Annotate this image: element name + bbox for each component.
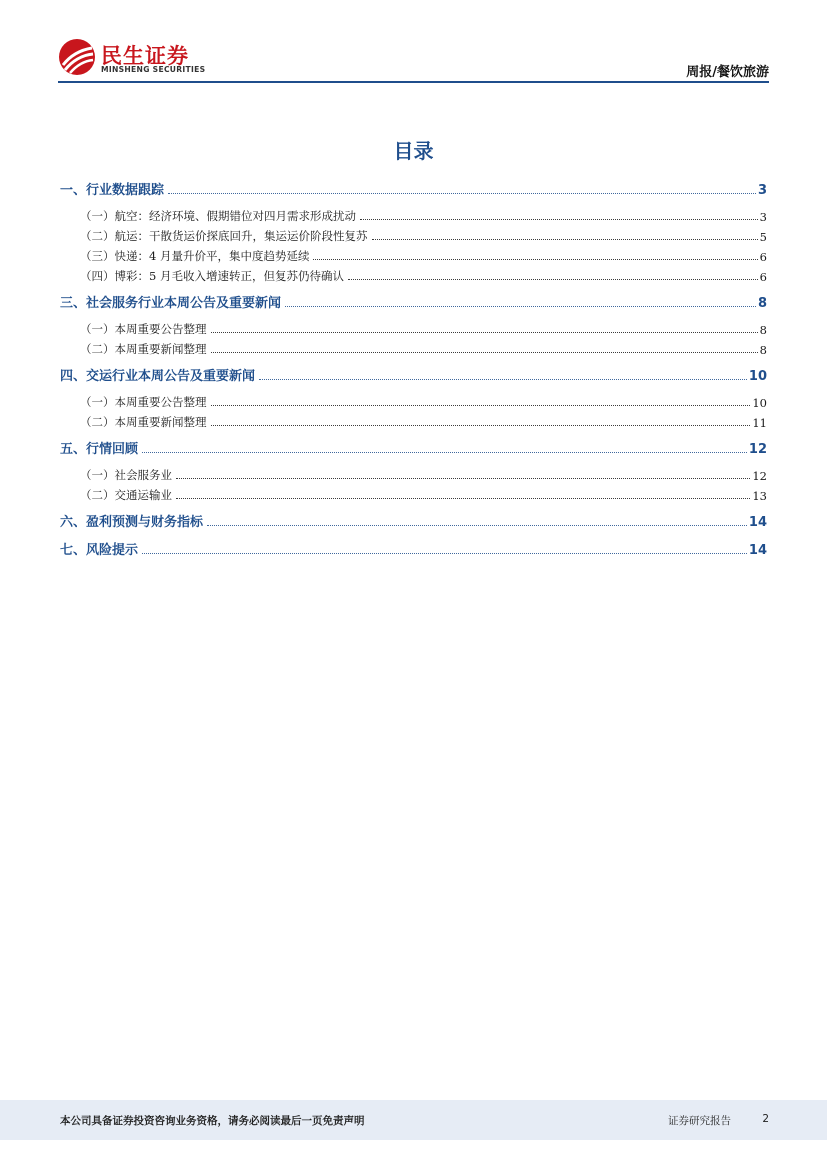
toc-entry-page: 10: [748, 369, 767, 384]
page-number: 2: [762, 1113, 769, 1125]
logo-english-text: MINSHENG SECURITIES: [101, 65, 206, 74]
toc-entry-label: 七、风险提示: [60, 543, 139, 558]
logo-chinese-text: 民生证券: [101, 44, 189, 68]
toc-heading: 目录: [393, 139, 434, 163]
toc-entry-label: 六、盈利预测与财务指标: [60, 515, 204, 530]
dot-leader: [211, 351, 758, 353]
toc-section-entry[interactable]: [60, 362, 767, 384]
toc-entry-label: （一）社会服务业: [80, 468, 172, 482]
toc-entry-page: 11: [752, 416, 767, 430]
toc-entry-page: 13: [752, 489, 767, 503]
toc-entry-page: 5: [759, 230, 767, 244]
toc-entry-page: 3: [757, 183, 767, 198]
toc-subsection-entry[interactable]: [60, 242, 767, 264]
dot-leader: [372, 238, 758, 240]
toc-subsection-entry[interactable]: [60, 315, 767, 337]
toc-entry-page: 10: [752, 396, 767, 410]
toc-section-entry[interactable]: [60, 435, 767, 457]
toc-entry-page: 12: [752, 469, 767, 483]
toc-entry-label: 四、交运行业本周公告及重要新闻: [60, 369, 256, 384]
toc-entry-label: 一、行业数据跟踪: [60, 183, 165, 198]
toc-entry-label: （一）本周重要公告整理: [80, 322, 207, 336]
toc-entry-label: （二）交通运输业: [80, 488, 172, 502]
toc-subsection-entry[interactable]: [60, 335, 767, 357]
toc-entry-page: 6: [759, 250, 767, 264]
dot-leader: [211, 424, 751, 426]
toc-section-entry[interactable]: [60, 508, 767, 530]
dot-leader: [313, 258, 757, 260]
toc-entry-page: 8: [757, 296, 767, 311]
footer-doc-type: 证券研究报告: [668, 1115, 731, 1127]
toc-subsection-entry[interactable]: [60, 262, 767, 284]
dot-leader: [142, 552, 747, 554]
toc-subsection-entry[interactable]: [60, 202, 767, 224]
toc-entry-label: （一）本周重要公告整理: [80, 395, 207, 409]
page-header: [0, 0, 827, 90]
dot-leader: [285, 305, 756, 307]
toc-entry-page: 8: [759, 323, 767, 337]
toc-entry-page: 12: [748, 442, 767, 457]
toc-entry-page: 14: [748, 543, 767, 558]
toc-section-entry[interactable]: [60, 176, 767, 198]
toc-subsection-entry[interactable]: [60, 222, 767, 244]
header-divider: [58, 81, 769, 83]
toc-entry-page: 14: [748, 515, 767, 530]
dot-leader: [207, 524, 747, 526]
dot-leader: [211, 331, 758, 333]
dot-leader: [168, 192, 756, 194]
toc-entry-page: 8: [759, 343, 767, 357]
toc-subsection-entry[interactable]: [60, 481, 767, 503]
page-footer: [0, 1100, 827, 1140]
toc-subsection-entry[interactable]: [60, 461, 767, 483]
toc-entry-page: 6: [759, 270, 767, 284]
dot-leader: [211, 404, 751, 406]
toc-entry-label: （二）本周重要新闻整理: [80, 415, 207, 429]
toc-entry-label: （二）本周重要新闻整理: [80, 342, 207, 356]
report-category-title: 周报/餐饮旅游: [686, 65, 769, 80]
toc-entry-label: （二）航运：干散货运价探底回升，集运运价阶段性复苏: [80, 229, 368, 243]
toc-entry-page: 3: [759, 210, 767, 224]
toc-entry-label: （一）航空：经济环境、假期错位对四月需求形成扰动: [80, 209, 356, 223]
dot-leader: [142, 451, 747, 453]
toc-entry-label: （四）博彩：5 月毛收入增速转正，但复苏仍待确认: [80, 269, 344, 283]
toc-entry-label: 三、社会服务行业本周公告及重要新闻: [60, 296, 282, 311]
toc-subsection-entry[interactable]: [60, 408, 767, 430]
dot-leader: [176, 497, 750, 499]
toc-entry-label: （三）快递：4 月量升价平，集中度趋势延续: [80, 249, 310, 263]
dot-leader: [360, 218, 758, 220]
minsheng-logo-icon: [58, 38, 96, 76]
toc-subsection-entry[interactable]: [60, 388, 767, 410]
toc-section-entry[interactable]: [60, 289, 767, 311]
toc-section-entry[interactable]: [60, 536, 767, 558]
dot-leader: [348, 278, 758, 280]
company-logo: [58, 38, 218, 78]
dot-leader: [176, 477, 750, 479]
toc-entry-label: 五、行情回顾: [60, 442, 139, 457]
dot-leader: [259, 378, 747, 380]
footer-disclaimer: 本公司具备证券投资咨询业务资格，请务必阅读最后一页免责声明: [60, 1115, 365, 1127]
